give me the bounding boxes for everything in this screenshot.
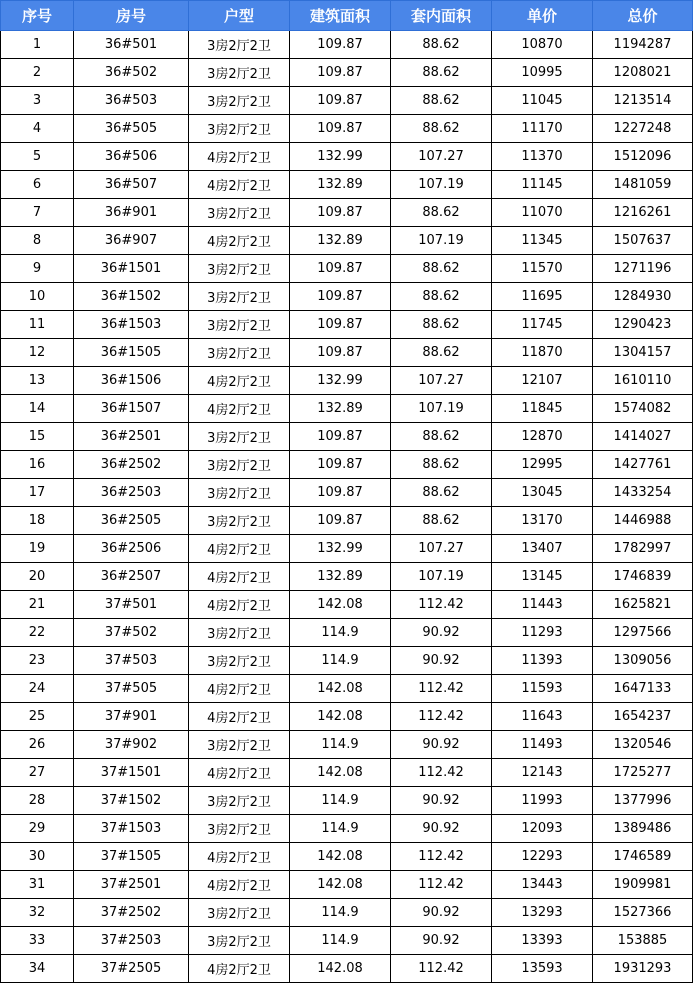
index-cell: 17 (1, 479, 74, 507)
unit-price-cell: 11845 (492, 395, 593, 423)
layout-cell: 3房2厅2卫 (189, 479, 290, 507)
unit-price-cell: 13170 (492, 507, 593, 535)
layout-cell: 4房2厅2卫 (189, 535, 290, 563)
table-row (1, 395, 693, 423)
layout-cell: 3房2厅2卫 (189, 311, 290, 339)
table-row (1, 339, 693, 367)
table-row (1, 899, 693, 927)
total-price-cell: 1909981 (593, 871, 693, 899)
unit-price-cell: 11643 (492, 703, 593, 731)
index-cell: 29 (1, 815, 74, 843)
layout-cell: 4房2厅2卫 (189, 955, 290, 983)
gross-area-cell: 142.08 (290, 591, 391, 619)
layout-cell: 4房2厅2卫 (189, 871, 290, 899)
index-cell: 16 (1, 451, 74, 479)
room-cell: 37#2505 (74, 955, 189, 983)
unit-price-cell: 12143 (492, 759, 593, 787)
net-area-cell: 90.92 (391, 619, 492, 647)
net-area-cell: 90.92 (391, 899, 492, 927)
room-cell: 36#1505 (74, 339, 189, 367)
gross-area-cell: 114.9 (290, 619, 391, 647)
table-row (1, 955, 693, 983)
total-price-cell: 1194287 (593, 31, 693, 59)
room-cell: 37#1505 (74, 843, 189, 871)
table-row (1, 507, 693, 535)
unit-price-cell: 11345 (492, 227, 593, 255)
gross-area-cell: 142.08 (290, 843, 391, 871)
index-cell: 27 (1, 759, 74, 787)
total-price-cell: 1746839 (593, 563, 693, 591)
index-cell: 33 (1, 927, 74, 955)
layout-cell: 4房2厅2卫 (189, 703, 290, 731)
total-price-cell: 1309056 (593, 647, 693, 675)
unit-price-cell: 11993 (492, 787, 593, 815)
net-area-cell: 88.62 (391, 311, 492, 339)
net-area-cell: 88.62 (391, 507, 492, 535)
index-cell: 25 (1, 703, 74, 731)
room-cell: 36#2501 (74, 423, 189, 451)
net-area-cell: 88.62 (391, 115, 492, 143)
layout-cell: 3房2厅2卫 (189, 647, 290, 675)
table-row (1, 675, 693, 703)
unit-price-cell: 11370 (492, 143, 593, 171)
total-price-cell: 1574082 (593, 395, 693, 423)
unit-price-cell: 13393 (492, 927, 593, 955)
index-cell: 13 (1, 367, 74, 395)
layout-cell: 3房2厅2卫 (189, 731, 290, 759)
unit-price-cell: 11570 (492, 255, 593, 283)
total-price-cell: 1284930 (593, 283, 693, 311)
unit-price-cell: 11443 (492, 591, 593, 619)
gross-area-cell: 114.9 (290, 647, 391, 675)
total-price-cell: 1782997 (593, 535, 693, 563)
gross-area-cell: 114.9 (290, 815, 391, 843)
unit-price-cell: 12870 (492, 423, 593, 451)
room-cell: 37#1501 (74, 759, 189, 787)
layout-cell: 4房2厅2卫 (189, 143, 290, 171)
room-cell: 37#1503 (74, 815, 189, 843)
room-cell: 37#501 (74, 591, 189, 619)
layout-cell: 3房2厅2卫 (189, 451, 290, 479)
index-cell: 4 (1, 115, 74, 143)
table-row (1, 171, 693, 199)
table-row (1, 731, 693, 759)
total-price-cell: 1725277 (593, 759, 693, 787)
index-cell: 15 (1, 423, 74, 451)
unit-price-cell: 13045 (492, 479, 593, 507)
index-cell: 3 (1, 87, 74, 115)
room-cell: 37#502 (74, 619, 189, 647)
header-cell-unit-price: 单价 (492, 1, 593, 31)
unit-price-cell: 13443 (492, 871, 593, 899)
total-price-cell: 1507637 (593, 227, 693, 255)
room-cell: 37#2502 (74, 899, 189, 927)
total-price-cell: 1290423 (593, 311, 693, 339)
unit-price-cell: 13145 (492, 563, 593, 591)
unit-price-cell: 11393 (492, 647, 593, 675)
room-cell: 37#1502 (74, 787, 189, 815)
gross-area-cell: 132.89 (290, 227, 391, 255)
index-cell: 20 (1, 563, 74, 591)
table-row (1, 451, 693, 479)
room-cell: 36#502 (74, 59, 189, 87)
table-row (1, 283, 693, 311)
room-cell: 36#505 (74, 115, 189, 143)
room-cell: 36#2505 (74, 507, 189, 535)
table-row (1, 31, 693, 59)
net-area-cell: 88.62 (391, 423, 492, 451)
table-row (1, 367, 693, 395)
net-area-cell: 112.42 (391, 843, 492, 871)
layout-cell: 4房2厅2卫 (189, 843, 290, 871)
gross-area-cell: 114.9 (290, 787, 391, 815)
gross-area-cell: 132.89 (290, 171, 391, 199)
gross-area-cell: 114.9 (290, 927, 391, 955)
table-row (1, 563, 693, 591)
total-price-cell: 1746589 (593, 843, 693, 871)
table-row (1, 423, 693, 451)
index-cell: 34 (1, 955, 74, 983)
net-area-cell: 88.62 (391, 283, 492, 311)
table-row (1, 647, 693, 675)
table-row (1, 759, 693, 787)
layout-cell: 3房2厅2卫 (189, 787, 290, 815)
layout-cell: 3房2厅2卫 (189, 255, 290, 283)
gross-area-cell: 132.99 (290, 143, 391, 171)
header-cell-layout: 户型 (189, 1, 290, 31)
net-area-cell: 90.92 (391, 927, 492, 955)
index-cell: 9 (1, 255, 74, 283)
index-cell: 28 (1, 787, 74, 815)
room-cell: 36#507 (74, 171, 189, 199)
room-cell: 36#2503 (74, 479, 189, 507)
table-row (1, 787, 693, 815)
total-price-cell: 1610110 (593, 367, 693, 395)
table-row (1, 87, 693, 115)
net-area-cell: 88.62 (391, 255, 492, 283)
gross-area-cell: 109.87 (290, 115, 391, 143)
table-row (1, 843, 693, 871)
layout-cell: 3房2厅2卫 (189, 115, 290, 143)
unit-price-cell: 11493 (492, 731, 593, 759)
net-area-cell: 88.62 (391, 199, 492, 227)
gross-area-cell: 109.87 (290, 479, 391, 507)
table-row (1, 927, 693, 955)
layout-cell: 3房2厅2卫 (189, 927, 290, 955)
unit-price-cell: 11045 (492, 87, 593, 115)
room-cell: 36#907 (74, 227, 189, 255)
layout-cell: 4房2厅2卫 (189, 171, 290, 199)
table-row (1, 619, 693, 647)
room-cell: 37#902 (74, 731, 189, 759)
layout-cell: 3房2厅2卫 (189, 507, 290, 535)
total-price-cell: 1304157 (593, 339, 693, 367)
net-area-cell: 107.19 (391, 395, 492, 423)
total-price-cell: 1216261 (593, 199, 693, 227)
gross-area-cell: 109.87 (290, 255, 391, 283)
net-area-cell: 112.42 (391, 591, 492, 619)
room-cell: 36#2506 (74, 535, 189, 563)
net-area-cell: 107.27 (391, 367, 492, 395)
room-cell: 36#1503 (74, 311, 189, 339)
unit-price-cell: 11293 (492, 619, 593, 647)
unit-price-cell: 10870 (492, 31, 593, 59)
net-area-cell: 88.62 (391, 479, 492, 507)
unit-price-cell: 10995 (492, 59, 593, 87)
total-price-cell: 1389486 (593, 815, 693, 843)
room-cell: 37#2501 (74, 871, 189, 899)
net-area-cell: 112.42 (391, 759, 492, 787)
total-price-cell: 1271196 (593, 255, 693, 283)
net-area-cell: 112.42 (391, 871, 492, 899)
net-area-cell: 88.62 (391, 339, 492, 367)
net-area-cell: 88.62 (391, 451, 492, 479)
layout-cell: 3房2厅2卫 (189, 283, 290, 311)
gross-area-cell: 109.87 (290, 59, 391, 87)
gross-area-cell: 109.87 (290, 87, 391, 115)
table-row (1, 479, 693, 507)
unit-price-cell: 11070 (492, 199, 593, 227)
layout-cell: 3房2厅2卫 (189, 199, 290, 227)
index-cell: 32 (1, 899, 74, 927)
header-cell-net-area: 套内面积 (391, 1, 492, 31)
net-area-cell: 112.42 (391, 955, 492, 983)
total-price-cell: 153885 (593, 927, 693, 955)
total-price-cell: 1208021 (593, 59, 693, 87)
layout-cell: 4房2厅2卫 (189, 759, 290, 787)
net-area-cell: 112.42 (391, 703, 492, 731)
total-price-cell: 1654237 (593, 703, 693, 731)
total-price-cell: 1527366 (593, 899, 693, 927)
room-cell: 36#901 (74, 199, 189, 227)
table-body (1, 31, 693, 983)
index-cell: 22 (1, 619, 74, 647)
layout-cell: 4房2厅2卫 (189, 395, 290, 423)
net-area-cell: 107.19 (391, 227, 492, 255)
room-cell: 37#503 (74, 647, 189, 675)
total-price-cell: 1512096 (593, 143, 693, 171)
layout-cell: 3房2厅2卫 (189, 815, 290, 843)
index-cell: 8 (1, 227, 74, 255)
gross-area-cell: 109.87 (290, 31, 391, 59)
total-price-cell: 1446988 (593, 507, 693, 535)
room-cell: 36#503 (74, 87, 189, 115)
unit-price-cell: 11695 (492, 283, 593, 311)
layout-cell: 4房2厅2卫 (189, 563, 290, 591)
net-area-cell: 112.42 (391, 675, 492, 703)
index-cell: 7 (1, 199, 74, 227)
table-row (1, 535, 693, 563)
room-cell: 36#2507 (74, 563, 189, 591)
table-row (1, 815, 693, 843)
unit-price-cell: 11745 (492, 311, 593, 339)
header-cell-gross-area: 建筑面积 (290, 1, 391, 31)
gross-area-cell: 142.08 (290, 955, 391, 983)
room-cell: 36#2502 (74, 451, 189, 479)
table-row (1, 871, 693, 899)
index-cell: 6 (1, 171, 74, 199)
unit-price-cell: 12293 (492, 843, 593, 871)
net-area-cell: 107.19 (391, 563, 492, 591)
net-area-cell: 107.19 (391, 171, 492, 199)
table-row (1, 227, 693, 255)
index-cell: 5 (1, 143, 74, 171)
room-cell: 36#1507 (74, 395, 189, 423)
net-area-cell: 90.92 (391, 731, 492, 759)
gross-area-cell: 142.08 (290, 703, 391, 731)
net-area-cell: 88.62 (391, 31, 492, 59)
total-price-cell: 1377996 (593, 787, 693, 815)
total-price-cell: 1213514 (593, 87, 693, 115)
table-row (1, 255, 693, 283)
layout-cell: 3房2厅2卫 (189, 31, 290, 59)
layout-cell: 3房2厅2卫 (189, 619, 290, 647)
gross-area-cell: 109.87 (290, 507, 391, 535)
unit-price-cell: 11593 (492, 675, 593, 703)
net-area-cell: 107.27 (391, 143, 492, 171)
index-cell: 18 (1, 507, 74, 535)
gross-area-cell: 132.99 (290, 367, 391, 395)
total-price-cell: 1625821 (593, 591, 693, 619)
net-area-cell: 90.92 (391, 787, 492, 815)
unit-price-cell: 11870 (492, 339, 593, 367)
net-area-cell: 90.92 (391, 815, 492, 843)
gross-area-cell: 109.87 (290, 199, 391, 227)
layout-cell: 4房2厅2卫 (189, 675, 290, 703)
layout-cell: 3房2厅2卫 (189, 423, 290, 451)
unit-price-cell: 11145 (492, 171, 593, 199)
layout-cell: 4房2厅2卫 (189, 227, 290, 255)
unit-price-cell: 12995 (492, 451, 593, 479)
index-cell: 24 (1, 675, 74, 703)
gross-area-cell: 109.87 (290, 451, 391, 479)
unit-price-cell: 13293 (492, 899, 593, 927)
index-cell: 21 (1, 591, 74, 619)
layout-cell: 3房2厅2卫 (189, 899, 290, 927)
index-cell: 31 (1, 871, 74, 899)
header-cell-index: 序号 (1, 1, 74, 31)
room-cell: 36#506 (74, 143, 189, 171)
gross-area-cell: 142.08 (290, 871, 391, 899)
unit-price-cell: 13593 (492, 955, 593, 983)
layout-cell: 3房2厅2卫 (189, 59, 290, 87)
room-cell: 37#901 (74, 703, 189, 731)
unit-price-cell: 13407 (492, 535, 593, 563)
gross-area-cell: 109.87 (290, 283, 391, 311)
net-area-cell: 88.62 (391, 87, 492, 115)
total-price-cell: 1297566 (593, 619, 693, 647)
room-cell: 36#1501 (74, 255, 189, 283)
header-row (1, 1, 693, 31)
total-price-cell: 1414027 (593, 423, 693, 451)
room-cell: 36#1506 (74, 367, 189, 395)
header-cell-total-price: 总价 (593, 1, 693, 31)
total-price-cell: 1227248 (593, 115, 693, 143)
gross-area-cell: 109.87 (290, 311, 391, 339)
index-cell: 1 (1, 31, 74, 59)
layout-cell: 4房2厅2卫 (189, 591, 290, 619)
index-cell: 10 (1, 283, 74, 311)
header-cell-room: 房号 (74, 1, 189, 31)
net-area-cell: 88.62 (391, 59, 492, 87)
layout-cell: 3房2厅2卫 (189, 339, 290, 367)
total-price-cell: 1320546 (593, 731, 693, 759)
total-price-cell: 1427761 (593, 451, 693, 479)
index-cell: 23 (1, 647, 74, 675)
gross-area-cell: 142.08 (290, 675, 391, 703)
table-row (1, 143, 693, 171)
index-cell: 12 (1, 339, 74, 367)
gross-area-cell: 132.89 (290, 395, 391, 423)
total-price-cell: 1481059 (593, 171, 693, 199)
unit-price-cell: 12093 (492, 815, 593, 843)
table-row (1, 311, 693, 339)
gross-area-cell: 114.9 (290, 899, 391, 927)
gross-area-cell: 132.99 (290, 535, 391, 563)
net-area-cell: 107.27 (391, 535, 492, 563)
room-cell: 36#1502 (74, 283, 189, 311)
index-cell: 2 (1, 59, 74, 87)
net-area-cell: 90.92 (391, 647, 492, 675)
unit-price-cell: 12107 (492, 367, 593, 395)
room-cell: 36#501 (74, 31, 189, 59)
gross-area-cell: 109.87 (290, 339, 391, 367)
gross-area-cell: 142.08 (290, 759, 391, 787)
index-cell: 19 (1, 535, 74, 563)
table-row (1, 115, 693, 143)
total-price-cell: 1433254 (593, 479, 693, 507)
gross-area-cell: 109.87 (290, 423, 391, 451)
table-row (1, 703, 693, 731)
total-price-cell: 1647133 (593, 675, 693, 703)
unit-price-cell: 11170 (492, 115, 593, 143)
room-cell: 37#505 (74, 675, 189, 703)
table-row (1, 199, 693, 227)
table-row (1, 59, 693, 87)
room-cell: 37#2503 (74, 927, 189, 955)
table-row (1, 591, 693, 619)
gross-area-cell: 114.9 (290, 731, 391, 759)
layout-cell: 3房2厅2卫 (189, 87, 290, 115)
index-cell: 14 (1, 395, 74, 423)
index-cell: 30 (1, 843, 74, 871)
total-price-cell: 1931293 (593, 955, 693, 983)
layout-cell: 4房2厅2卫 (189, 367, 290, 395)
gross-area-cell: 132.89 (290, 563, 391, 591)
index-cell: 11 (1, 311, 74, 339)
index-cell: 26 (1, 731, 74, 759)
